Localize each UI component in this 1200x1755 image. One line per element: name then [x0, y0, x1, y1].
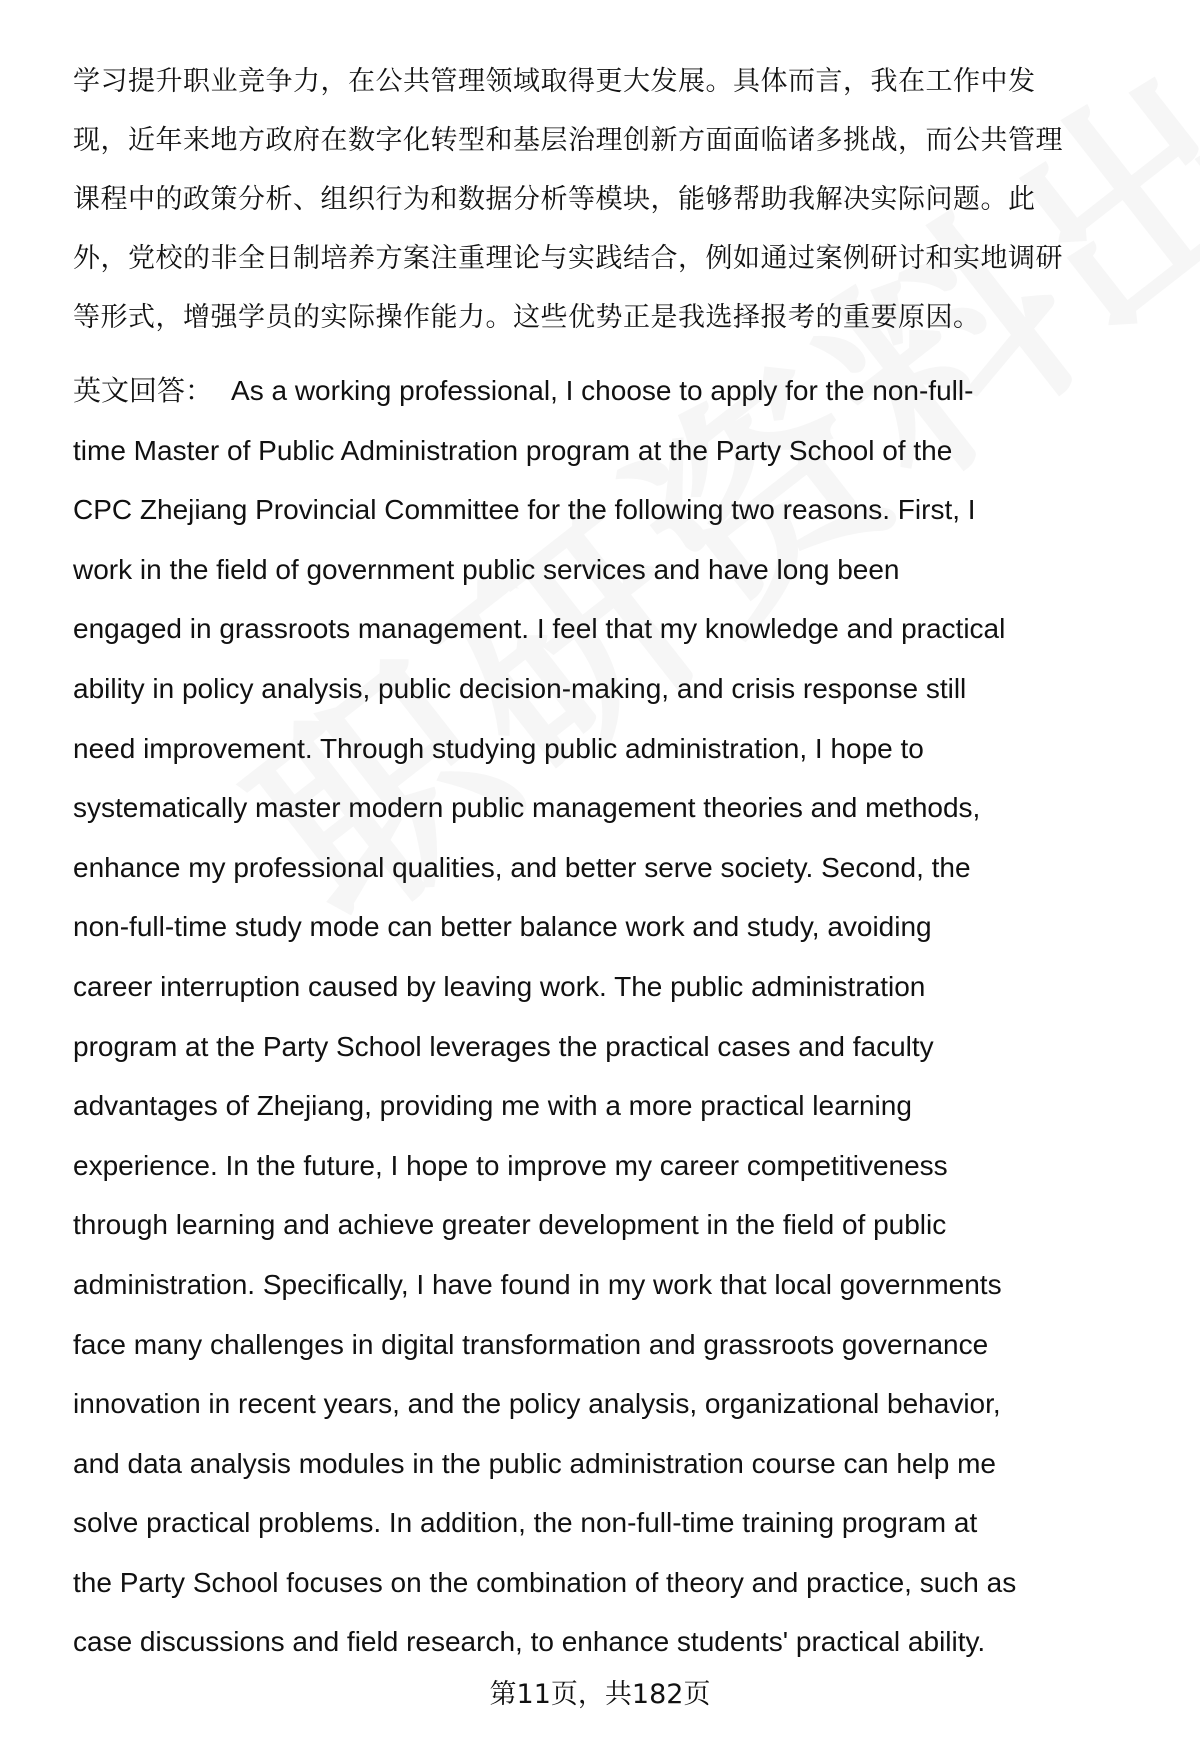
text-line: non-full-time study mode can better balance work and study, avoiding [73, 911, 932, 943]
text-line: 现，近年来地方政府在数字化转型和基层治理创新方面面临诸多挑战，而公共管理 [73, 125, 1063, 156]
text-line: time Master of Public Administration program at the Party School of the [73, 434, 953, 466]
text-line: 学习提升职业竞争力，在公共管理领域取得更大发展。具体而言，我在工作中发 [73, 66, 1036, 97]
text-line: enhance my professional qualities, and better serve society. Second, the [73, 851, 971, 883]
text-line: career interruption caused by leaving work. The public administration [73, 970, 926, 1002]
english-answer-label: 英文回答： [73, 375, 214, 406]
text-line: the Party School focuses on the combination of theory and practice, such as [73, 1566, 1017, 1598]
text-line: solve practical problems. In addition, the non-full-time training program at [73, 1507, 978, 1539]
text-line-content: As a working professional, I choose to apply for the non-full- [231, 375, 974, 406]
text-line [73, 361, 1153, 421]
text-line: 课程中的政策分析、组织行为和数据分析等模块，能够帮助我解决实际问题。此 [73, 184, 1036, 215]
chinese-answer-paragraph [73, 52, 1153, 347]
text-line: 等形式，增强学员的实际操作能力。这些优势正是我选择报考的重要原因。 [73, 302, 981, 333]
page-number-footer: 第11页，共182页 [489, 1679, 711, 1710]
text-line: through learning and achieve greater development in the field of public [73, 1209, 947, 1241]
text-line: innovation in recent years, and the policy analysis, organizational behavior, [73, 1388, 1001, 1420]
text-line: work in the field of government public services and have long been [73, 553, 900, 585]
text-line: case discussions and field research, to enhance students' practical ability. [73, 1626, 986, 1658]
english-answer-paragraph [73, 361, 1153, 1672]
text-line: administration. Specifically, I have found in my work that local governments [73, 1268, 1002, 1300]
text-line: ability in policy analysis, public decision-making, and crisis response still [73, 672, 967, 704]
text-line: face many challenges in digital transformation and grassroots governance [73, 1328, 989, 1360]
document-body [73, 52, 1153, 1672]
text-line: need improvement. Through studying public administration, I hope to [73, 732, 924, 764]
text-line: systematically master modern public management theories and methods, [73, 792, 981, 824]
text-line: advantages of Zhejiang, providing me with a more practical learning [73, 1090, 912, 1122]
text-line: experience. In the future, I hope to improve my career competitiveness [73, 1149, 948, 1181]
text-line: CPC Zhejiang Provincial Committee for the following two reasons. First, I [73, 494, 976, 526]
text-line: engaged in grassroots management. I feel that my knowledge and practical [73, 613, 1006, 645]
text-line: program at the Party School leverages the practical cases and faculty [73, 1030, 934, 1062]
text-line: 外，党校的非全日制培养方案注重理论与实践结合，例如通过案例研讨和实地调研 [73, 243, 1063, 274]
text-line: and data analysis modules in the public administration course can help me [73, 1447, 996, 1479]
